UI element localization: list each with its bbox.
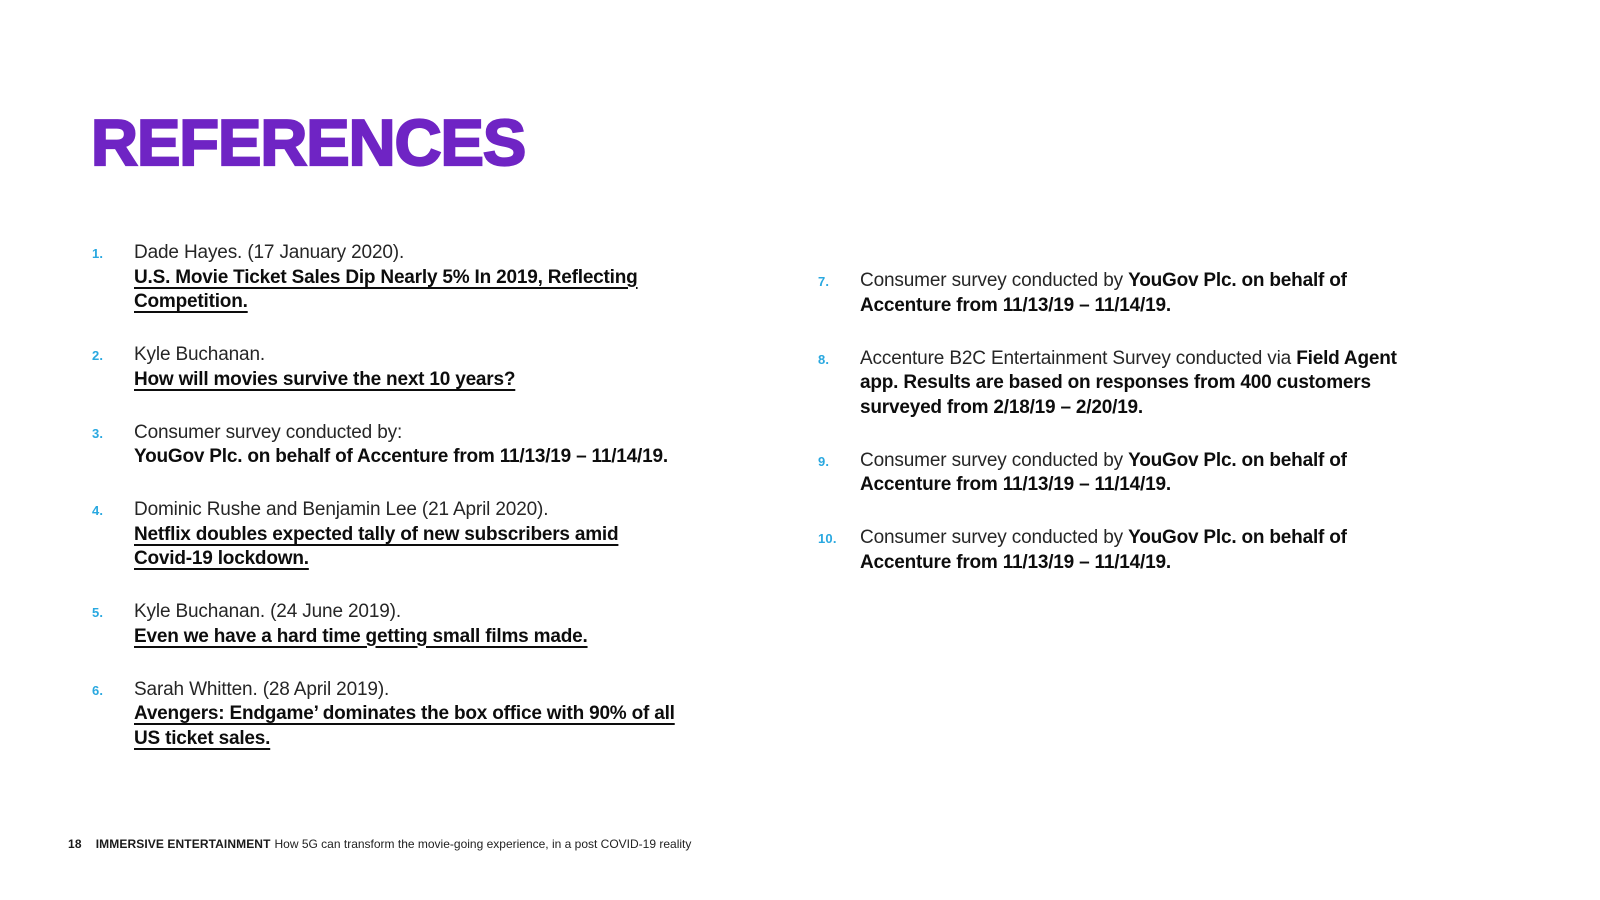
reference-text [860, 269, 1518, 318]
reference-text [134, 600, 772, 649]
reference-text [860, 347, 1518, 421]
reference-line [134, 523, 772, 548]
reference-text-segment: Accenture from 11/13/19 – 11/14/19. [860, 551, 1171, 573]
reference-line [860, 551, 1518, 576]
reference-item [818, 347, 1518, 421]
reference-line [860, 449, 1518, 474]
reference-line [134, 368, 772, 393]
reference-line [134, 421, 772, 446]
reference-link[interactable]: Netflix doubles expected tally of new subscribers amid [134, 523, 619, 545]
reference-number: 7. [818, 274, 830, 289]
reference-line [860, 473, 1518, 498]
reference-line [134, 241, 772, 266]
reference-text [134, 678, 772, 752]
reference-line [134, 600, 772, 625]
reference-text-segment: Accenture from 11/13/19 – 11/14/19. [860, 294, 1171, 316]
reference-item [92, 498, 772, 572]
reference-text-segment: Consumer survey conducted by: [134, 421, 403, 443]
reference-line [134, 445, 772, 470]
reference-line [134, 625, 772, 650]
reference-line [134, 702, 772, 727]
reference-link[interactable]: Even we have a hard time getting small films made. [134, 625, 588, 647]
reference-line [134, 678, 772, 703]
reference-text-segment: surveyed from 2/18/19 – 2/20/19. [860, 396, 1144, 418]
reference-line [134, 290, 772, 315]
reference-text [860, 526, 1518, 575]
reference-link[interactable]: Covid-19 lockdown. [134, 548, 309, 569]
reference-item [92, 343, 772, 392]
reference-link[interactable]: US ticket sales. [134, 727, 271, 749]
reference-text-segment: Dade Hayes. (17 January 2020). [134, 242, 405, 263]
reference-number: 9. [818, 453, 830, 469]
reference-text-segment: Sarah Whitten. (28 April 2019). [134, 678, 390, 700]
reference-link[interactable]: Competition. [134, 291, 248, 312]
references-column-left [92, 241, 772, 780]
reference-line [134, 343, 772, 368]
reference-text [134, 498, 772, 572]
reference-text-segment: Kyle Buchanan. (24 June 2019). [134, 601, 401, 622]
reference-item [92, 600, 772, 649]
page-title: REFERENCES [91, 106, 526, 179]
reference-item [92, 678, 772, 752]
reference-text-segment: Consumer survey conducted by [860, 270, 1129, 291]
references-column-right [818, 269, 1518, 604]
reference-text [134, 241, 772, 315]
footer-report-title: IMMERSIVE ENTERTAINMENT [95, 837, 271, 851]
reference-number: 5. [92, 605, 104, 620]
reference-text-segment: YouGov Plc. on behalf of [1128, 270, 1347, 291]
reference-link[interactable]: U.S. Movie Ticket Sales Dip Nearly 5% In 2019, Reflecting [134, 266, 638, 288]
reference-text-segment: Consumer survey conducted by [860, 449, 1129, 471]
reference-number: 4. [92, 503, 104, 518]
reference-line [134, 498, 772, 523]
reference-number: 2. [92, 348, 104, 363]
reference-line [134, 266, 772, 291]
footer-tagline: How 5G can transform the movie-going experience, in a post COVID-19 reality [274, 837, 692, 851]
page-number: 18 [68, 837, 82, 851]
reference-line [860, 396, 1518, 421]
reference-line [134, 547, 772, 572]
reference-text-segment: Field Agent [1296, 347, 1397, 369]
reference-text-segment: Dominic Rushe and Benjamin Lee (21 April 2020). [134, 499, 549, 520]
reference-item [818, 526, 1518, 575]
reference-text-segment: app. Results are based on responses from 400 customers [860, 372, 1371, 393]
reference-item [818, 269, 1518, 318]
reference-number: 6. [92, 682, 104, 698]
reference-line [860, 347, 1518, 372]
reference-line [860, 269, 1518, 294]
reference-text [134, 343, 772, 392]
reference-link[interactable]: How will movies survive the next 10 years? [134, 368, 516, 390]
reference-item [818, 449, 1518, 498]
reference-number: 8. [818, 351, 830, 367]
reference-number: 1. [92, 246, 104, 261]
reference-text-segment: YouGov Plc. on behalf of [1128, 449, 1347, 471]
reference-item [92, 241, 772, 315]
reference-text-segment: Accenture from 11/13/19 – 11/14/19. [860, 474, 1171, 495]
reference-line [860, 371, 1518, 396]
reference-number: 10. [818, 531, 837, 546]
reference-text-segment: Accenture B2C Entertainment Survey conducted via [860, 347, 1297, 369]
reference-line [860, 526, 1518, 551]
reference-link[interactable]: Avengers: Endgame’ dominates the box office with 90% of all [134, 703, 675, 724]
reference-line [134, 727, 772, 752]
reference-text [860, 449, 1518, 498]
reference-text-segment: Consumer survey conducted by [860, 527, 1129, 548]
reference-text-segment: Kyle Buchanan. [134, 344, 265, 365]
reference-text-segment: YouGov Plc. on behalf of Accenture from 11/13/19 – 11/14/19. [134, 446, 668, 467]
footer [68, 837, 691, 852]
reference-text-segment: YouGov Plc. on behalf of [1128, 527, 1347, 548]
reference-text [134, 421, 772, 470]
reference-line [860, 294, 1518, 319]
reference-item [92, 421, 772, 470]
reference-number: 3. [92, 425, 104, 441]
